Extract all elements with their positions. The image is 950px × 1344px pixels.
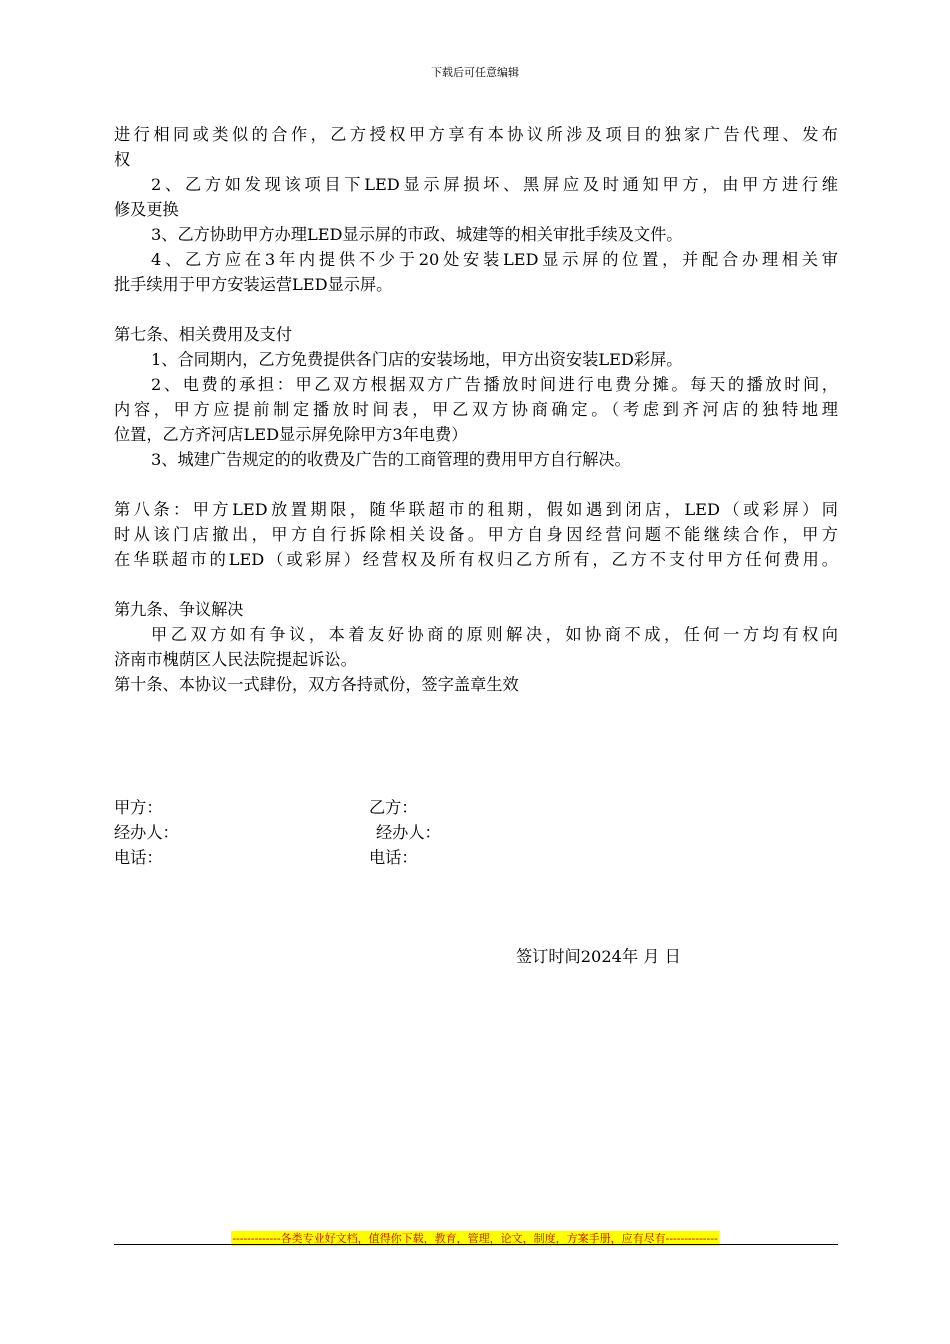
signature-block — [114, 795, 838, 870]
paragraph-gap — [114, 297, 838, 322]
section-heading: 第八条：甲方LED放置期限，随华联超市的租期，假如遇到闭店，LED（或彩屏）同 — [114, 500, 838, 519]
paragraph-gap — [114, 572, 838, 597]
party-b-label: 乙方： — [369, 798, 418, 817]
clause-item: 2、乙方如发现该项目下LED显示屏损坏、黑屏应及时通知甲方，由甲方进行维 — [151, 175, 838, 194]
signing-date: 签订时间2024年 月 日 — [516, 947, 681, 966]
clause-item: 3、乙方协助甲方办理LED显示屏的市政、城建等的相关审批手续及文件。 — [151, 225, 683, 244]
clause-item: 3、城建广告规定的的收费及广告的工商管理的费用甲方自行解决。 — [151, 450, 631, 469]
party-b-phone-label: 电话： — [369, 848, 418, 867]
paragraph-line: 权 — [114, 150, 131, 169]
footer-banner-text: -------------各类专业好文档，值得你下载，教育，管理，论文，制度，方案手册，应有尽有-------------- — [232, 1232, 718, 1245]
paragraph-line: 内容，甲方应提前制定播放时间表，甲乙双方协商确定。（考虑到齐河店的独特地理 — [114, 400, 838, 419]
party-a-label: 甲方： — [114, 798, 163, 817]
paragraph-line: 济南市槐荫区人民法院提起诉讼。 — [114, 650, 357, 669]
signature-row — [114, 795, 838, 820]
signature-row — [114, 820, 838, 845]
paragraph-line: 修及更换 — [114, 200, 179, 219]
party-a-phone-label: 电话： — [114, 848, 163, 867]
signature-row — [114, 845, 838, 870]
paragraph-line: 进行相同或类似的合作，乙方授权甲方享有本协议所涉及项目的独家广告代理、发布 — [114, 125, 838, 144]
section-heading: 第十条、本协议一式肆份，双方各持贰份，签字盖章生效 — [114, 675, 519, 694]
section-heading: 第九条、争议解决 — [114, 600, 244, 619]
clause-item: 4、乙方应在3年内提供不少于20处安装LED显示屏的位置，并配合办理相关审 — [151, 250, 838, 269]
section-heading: 第七条、相关费用及支付 — [114, 325, 293, 344]
paragraph-gap — [114, 472, 838, 497]
clause-item: 2、电费的承担：甲乙双方根据双方广告播放时间进行电费分摊。每天的播放时间， — [151, 375, 838, 394]
page-header: 下载后可任意编辑 — [431, 66, 519, 79]
footer-divider — [114, 1244, 838, 1245]
clause-item: 1、合同期内，乙方免费提供各门店的安装场地，甲方出资安装LED彩屏。 — [151, 350, 683, 369]
paragraph-line: 位置，乙方齐河店LED显示屏免除甲方3年电费） — [114, 425, 468, 444]
paragraph-line: 在华联超市的LED（或彩屏）经营权及所有权归乙方所有，乙方不支付甲方任何费用。 — [114, 550, 838, 569]
party-b-handler-label: 经办人： — [376, 823, 441, 842]
paragraph-line: 时从该门店撤出，甲方自行拆除相关设备。甲方自身因经营问题不能继续合作，甲方 — [114, 525, 838, 544]
clause-item: 甲乙双方如有争议，本着友好协商的原则解决，如协商不成，任何一方均有权向 — [151, 625, 838, 644]
document-body — [114, 122, 838, 697]
party-a-handler-label: 经办人： — [114, 823, 179, 842]
paragraph-line: 批手续用于甲方安装运营LED显示屏。 — [114, 275, 393, 294]
